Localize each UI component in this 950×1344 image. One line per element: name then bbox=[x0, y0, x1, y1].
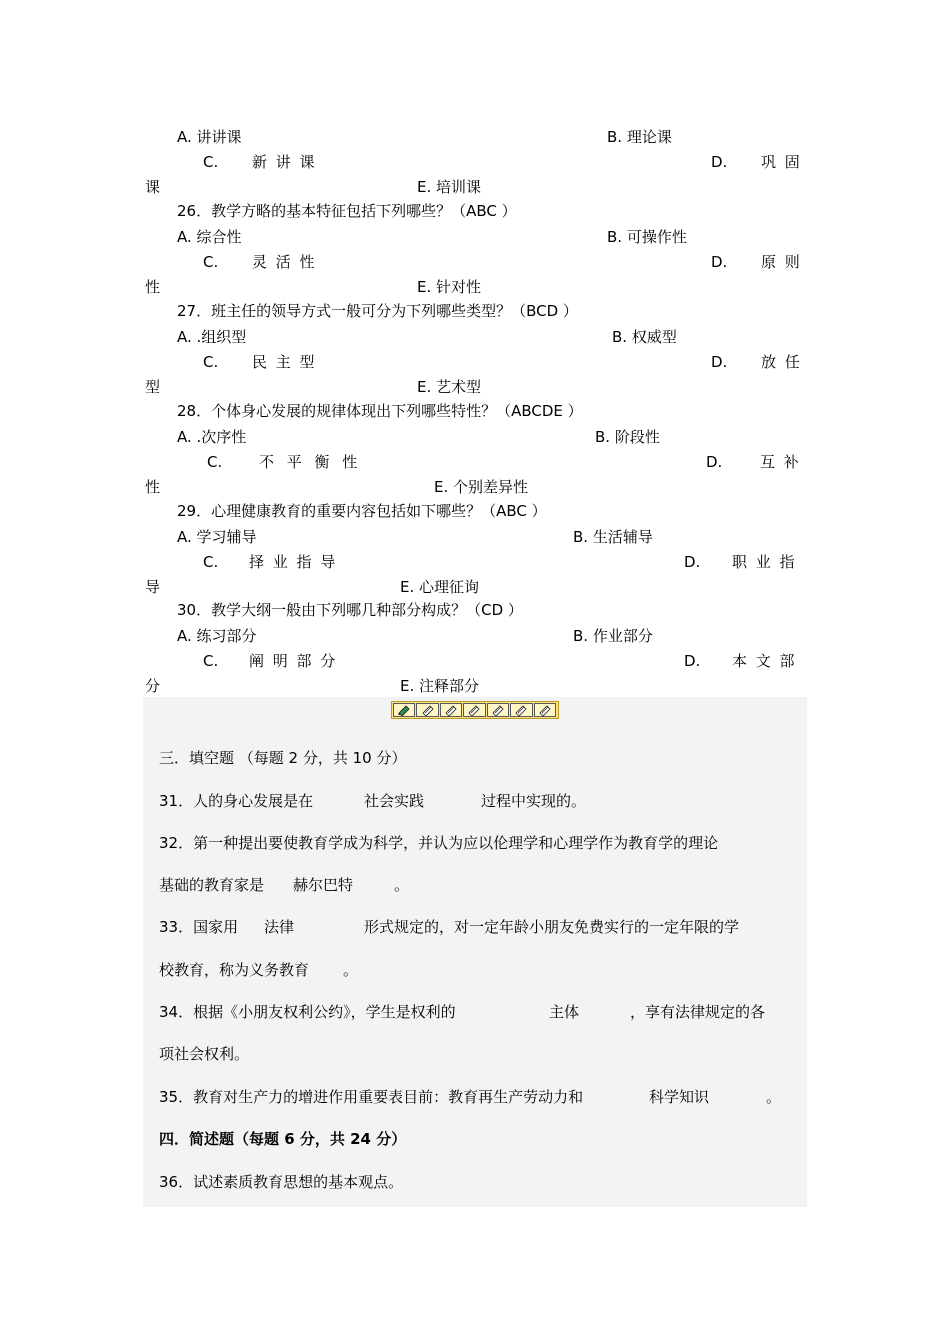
scroll-icon[interactable] bbox=[463, 703, 485, 717]
q28-option-e: E. 个别差异性 bbox=[434, 478, 529, 496]
q33-line2: 校教育，称为义务教育 bbox=[159, 961, 310, 979]
q28-option-c-letter: C. bbox=[207, 453, 223, 471]
q29-option-d-wrap: 导 bbox=[145, 578, 161, 596]
q33-suffix: 形式规定的，对一定年龄小朋友免费实行的一定年限的学 bbox=[364, 918, 740, 936]
q27-option-b: B. 权威型 bbox=[612, 328, 677, 346]
q25-option-a: A. 讲讲课 bbox=[177, 128, 242, 146]
q25-option-d-text: 巩 固 bbox=[761, 153, 802, 171]
q32-line1: 32．第一种提出要使教育学成为科学，并认为应以伦理学和心理学作为教育学的理论 bbox=[159, 834, 719, 852]
q28-option-b: B. 阶段性 bbox=[595, 428, 660, 446]
section3-heading: 三．填空题 （每题 2 分，共 10 分） bbox=[159, 749, 407, 767]
q35-answer: 科学知识 bbox=[649, 1088, 710, 1106]
q34-line2: 项社会权利。 bbox=[159, 1045, 250, 1063]
q30-option-c-letter: C. bbox=[203, 652, 219, 670]
q30-option-a: A. 练习部分 bbox=[177, 627, 257, 645]
q28-option-d-wrap: 性 bbox=[145, 478, 161, 496]
q30-option-c-text: 阐 明 部 分 bbox=[249, 652, 338, 670]
scroll-icon[interactable] bbox=[487, 703, 509, 717]
q27-option-e: E. 艺术型 bbox=[417, 378, 482, 396]
scroll-icon[interactable] bbox=[416, 703, 438, 717]
q31-suffix: 过程中实现的。 bbox=[481, 792, 587, 810]
q26-option-d-letter: D. bbox=[711, 253, 728, 271]
q28-option-a: A. .次序性 bbox=[177, 428, 247, 446]
q33-prefix: 33．国家用 bbox=[159, 918, 239, 936]
q26-option-b: B. 可操作性 bbox=[607, 228, 687, 246]
q25-option-b: B. 理论课 bbox=[607, 128, 672, 146]
q29-option-c-letter: C. bbox=[203, 553, 219, 571]
q33-end: 。 bbox=[343, 961, 359, 979]
q34-answer: 主体 bbox=[549, 1003, 580, 1021]
q25-option-c-letter: C. bbox=[203, 153, 219, 171]
q30-option-d-wrap: 分 bbox=[145, 677, 161, 695]
q28-question: 28．个体身心发展的规律体现出下列哪些特性？（ABCDE ） bbox=[177, 402, 583, 420]
q31-answer: 社会实践 bbox=[364, 792, 425, 810]
q30-option-e: E. 注释部分 bbox=[400, 677, 480, 695]
q28-option-d-text: 互 补 bbox=[760, 453, 801, 471]
q29-option-b: B. 生活辅导 bbox=[573, 528, 653, 546]
section4-heading: 四．简述题（每题 6 分，共 24 分） bbox=[159, 1130, 407, 1148]
q25-option-d-wrap: 课 bbox=[145, 178, 161, 196]
q29-option-a: A. 学习辅导 bbox=[177, 528, 257, 546]
q32-prefix: 基础的教育家是 bbox=[159, 876, 265, 894]
q26-option-d-wrap: 性 bbox=[145, 278, 161, 296]
scroll-icon[interactable] bbox=[440, 703, 462, 717]
q29-option-d-text: 职 业 指 bbox=[732, 553, 797, 571]
q26-option-c-text: 灵 活 性 bbox=[252, 253, 317, 271]
q31-prefix: 31．人的身心发展是在 bbox=[159, 792, 314, 810]
q26-option-d-text: 原 则 bbox=[761, 253, 802, 271]
q27-option-d-wrap: 型 bbox=[145, 378, 161, 396]
scroll-icon[interactable] bbox=[510, 703, 532, 717]
q26-option-e: E. 针对性 bbox=[417, 278, 482, 296]
q25-option-e: E. 培训课 bbox=[417, 178, 482, 196]
q25-option-c-text: 新 讲 课 bbox=[252, 153, 317, 171]
q36-question: 36．试述素质教育思想的基本观点。 bbox=[159, 1173, 404, 1191]
q27-question: 27．班主任的领导方式一般可分为下列哪些类型？（BCD ） bbox=[177, 302, 578, 320]
q29-option-c-text: 择 业 指 导 bbox=[249, 553, 338, 571]
q28-option-d-letter: D. bbox=[706, 453, 723, 471]
q27-option-d-letter: D. bbox=[711, 353, 728, 371]
q26-question: 26．教学方略的基本特征包括下列哪些？（ABC ） bbox=[177, 202, 517, 220]
q35-suffix: 。 bbox=[766, 1088, 782, 1106]
q34-suffix: ，享有法律规定的各 bbox=[630, 1003, 766, 1021]
q34-prefix: 34．根据《小朋友权利公约》，学生是权利的 bbox=[159, 1003, 456, 1021]
toolbar-icon-strip bbox=[391, 701, 559, 719]
q27-option-a: A. .组织型 bbox=[177, 328, 247, 346]
q25-option-d-letter: D. bbox=[711, 153, 728, 171]
q27-option-d-text: 放 任 bbox=[761, 353, 802, 371]
q32-answer: 赫尔巴特 bbox=[293, 876, 354, 894]
q35-prefix: 35．教育对生产力的增进作用重要表目前：教育再生产劳动力和 bbox=[159, 1088, 584, 1106]
q30-option-d-text: 本 文 部 bbox=[732, 652, 797, 670]
q33-answer: 法律 bbox=[264, 918, 295, 936]
q30-option-b: B. 作业部分 bbox=[573, 627, 653, 645]
q26-option-a: A. 综合性 bbox=[177, 228, 242, 246]
scroll-icon-selected[interactable] bbox=[393, 703, 415, 717]
q29-option-e: E. 心理征询 bbox=[400, 578, 480, 596]
q28-option-c-text: 不 平 衡 性 bbox=[259, 453, 362, 471]
q30-question: 30．教学大纲一般由下列哪几种部分构成？（CD ） bbox=[177, 601, 523, 619]
q29-question: 29．心理健康教育的重要内容包括如下哪些？（ABC ） bbox=[177, 502, 547, 520]
q32-suffix: 。 bbox=[394, 876, 410, 894]
q26-option-c-letter: C. bbox=[203, 253, 219, 271]
scroll-icon[interactable] bbox=[534, 703, 556, 717]
q27-option-c-letter: C. bbox=[203, 353, 219, 371]
q27-option-c-text: 民 主 型 bbox=[252, 353, 317, 371]
q29-option-d-letter: D. bbox=[684, 553, 701, 571]
q30-option-d-letter: D. bbox=[684, 652, 701, 670]
